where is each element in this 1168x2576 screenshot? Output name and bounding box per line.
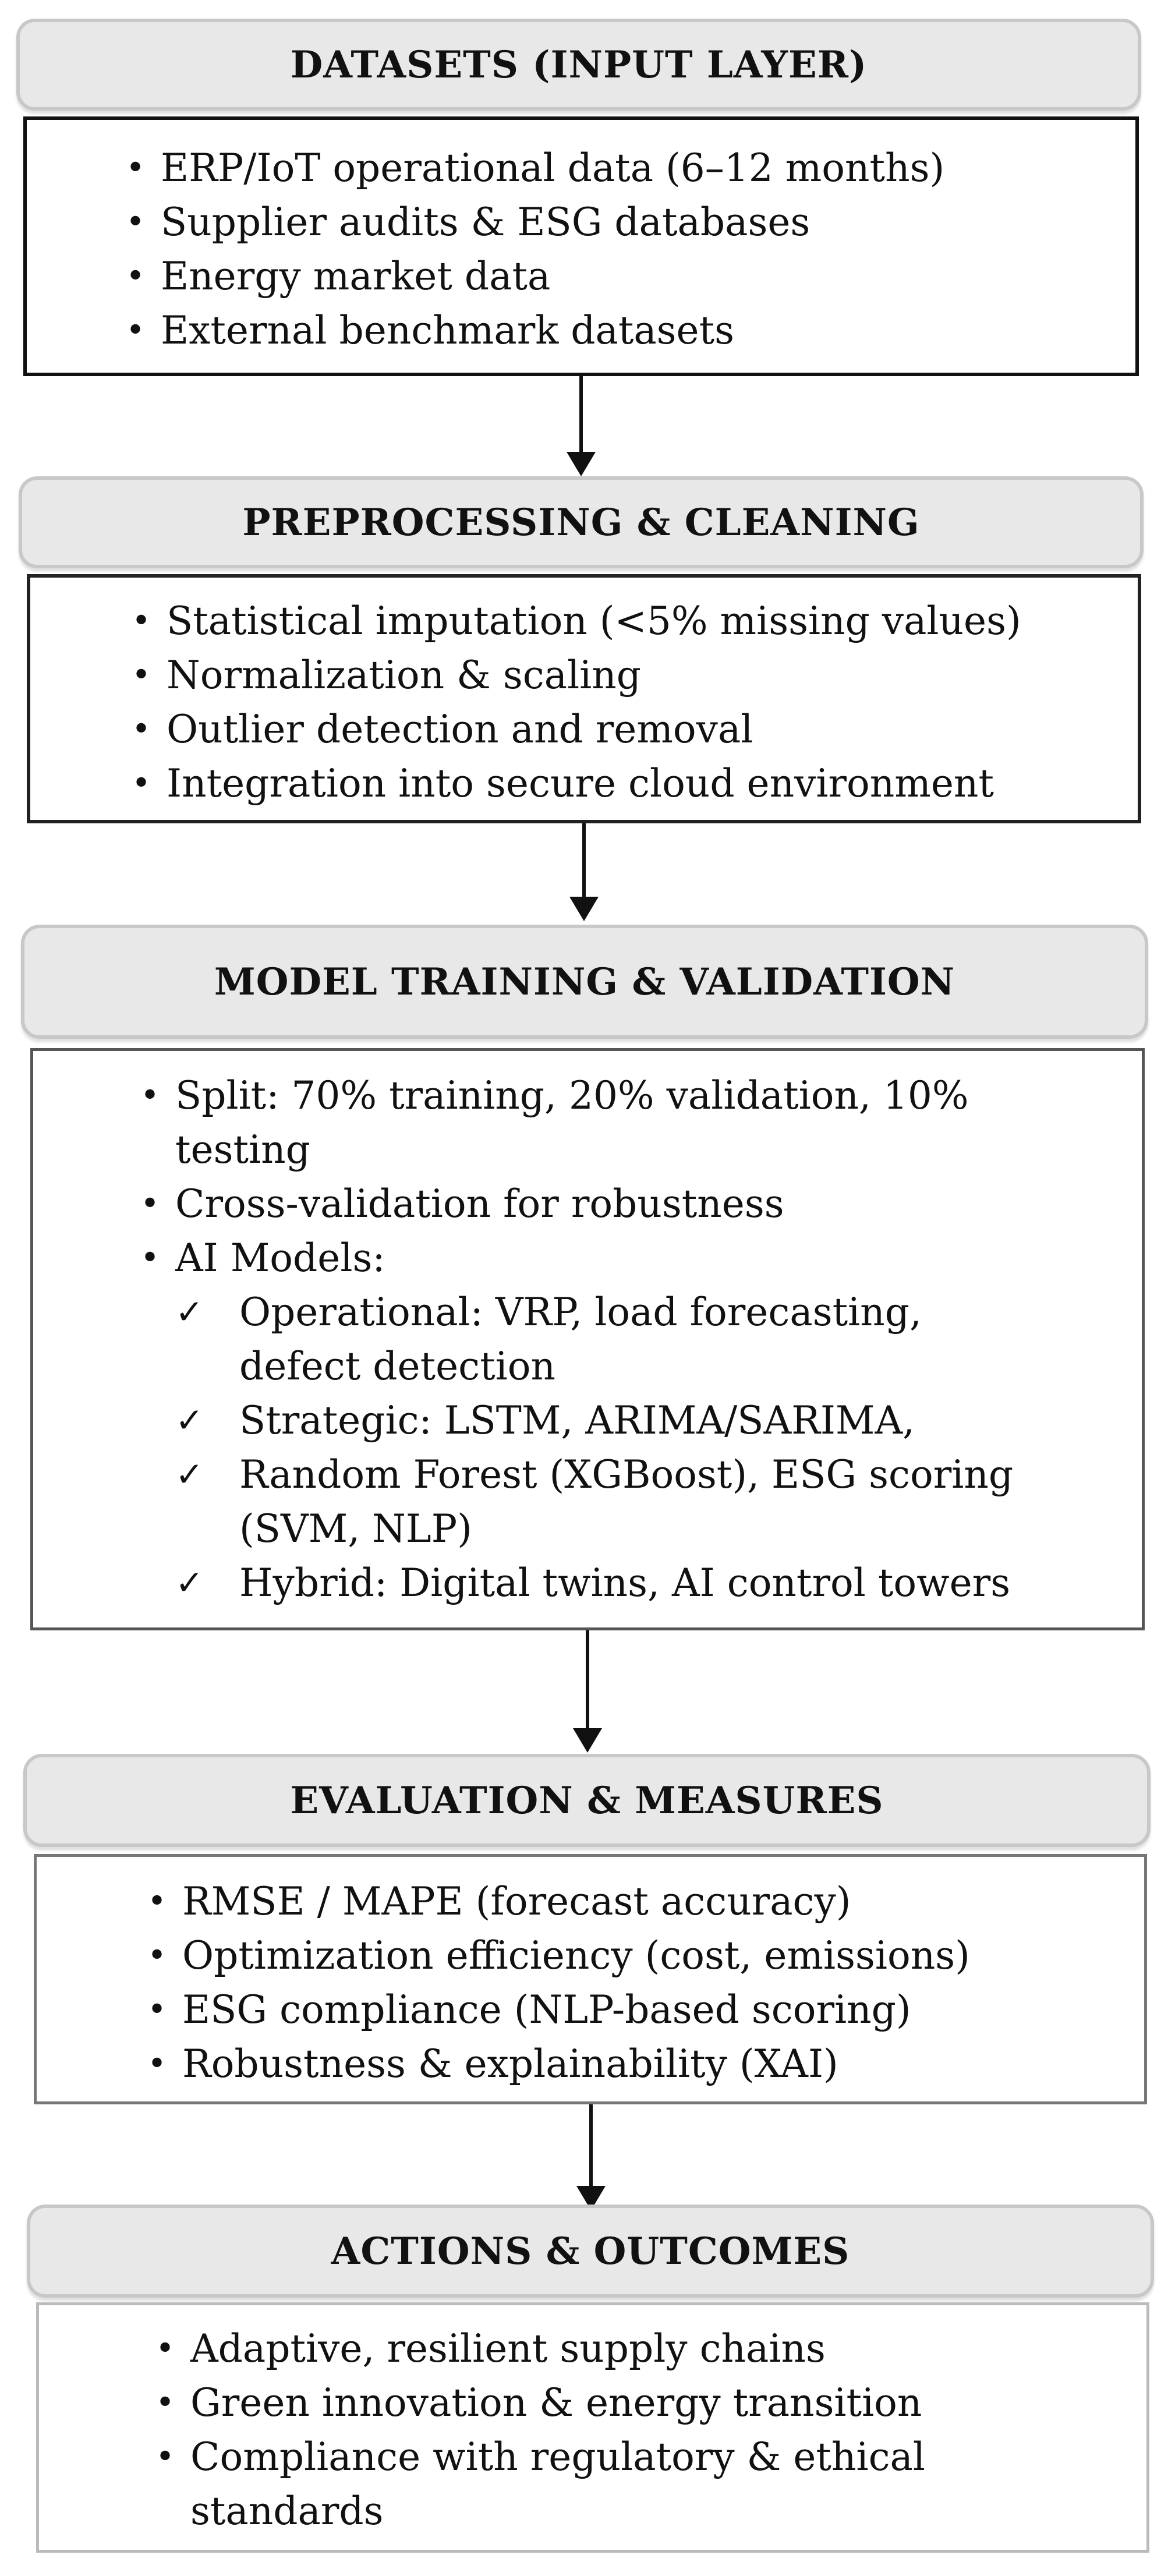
sub-list-item-text: Operational: VRP, load forecasting, defect detection (239, 1290, 922, 1389)
datasets-title: DATASETS (INPUT LAYER) (290, 43, 868, 87)
model-training-title: MODEL TRAINING & VALIDATION (214, 960, 955, 1004)
actions-header (27, 2205, 1154, 2298)
model-training-box (30, 1048, 1145, 1630)
list-item: • Compliance with regulatory & ethical standards (155, 2430, 1064, 2538)
datasets-box (23, 116, 1139, 376)
actions-title: ACTIONS & OUTCOMES (331, 2229, 850, 2273)
flow-arrow (579, 376, 583, 453)
model-training-header (21, 925, 1148, 1039)
sub-list-item-text: Random Forest (XGBoost), ESG scoring (SVM, NLP) (239, 1452, 1014, 1551)
list-item: • ERP/IoT operational data (6–12 months) (126, 141, 1135, 195)
actions-list (155, 2322, 1146, 2538)
list-item: • Energy market data (126, 249, 1135, 303)
actions-box (36, 2302, 1149, 2553)
list-item: • External benchmark datasets (126, 303, 1135, 358)
list-item: • Adaptive, resilient supply chains (155, 2322, 1146, 2376)
list-item: • Normalization & scaling (132, 648, 1138, 702)
sub-list-item (140, 1556, 1142, 1610)
sub-list-item-text: Strategic: LSTM, ARIMA/SARIMA, (239, 1398, 915, 1443)
list-item: • Robustness & explainability (XAI) (147, 2037, 1144, 2091)
sub-list-item (140, 1393, 1142, 1448)
sub-list-item (140, 1285, 938, 1393)
list-item: • RMSE / MAPE (forecast accuracy) (147, 1874, 1144, 1929)
list-item: • Green innovation & energy transition (155, 2376, 1146, 2430)
evaluation-box (34, 1854, 1147, 2104)
check-icon: ✓ (175, 1563, 204, 1602)
flow-arrow (589, 2104, 593, 2187)
preprocessing-header (19, 476, 1144, 568)
preprocessing-title: PREPROCESSING & CLEANING (242, 500, 920, 544)
list-item: • Statistical imputation (<5% missing values) (132, 594, 1138, 648)
check-icon: ✓ (175, 1455, 204, 1494)
datasets-header (16, 19, 1141, 111)
evaluation-list (147, 1874, 1144, 2091)
check-icon: ✓ (175, 1292, 204, 1332)
list-item: • Supplier audits & ESG databases (126, 195, 1135, 249)
sub-list-item (140, 1448, 1136, 1556)
evaluation-title: EVALUATION & MEASURES (290, 1778, 884, 1823)
list-item: • ESG compliance (NLP-based scoring) (147, 1983, 1144, 2037)
flow-arrow (582, 823, 586, 898)
evaluation-header (23, 1754, 1151, 1847)
list-item: • Outlier detection and removal (132, 702, 1138, 756)
model-training-list (140, 1068, 1142, 1610)
preprocessing-list (132, 594, 1138, 811)
list-item: • AI Models: (140, 1231, 1142, 1285)
datasets-list (126, 141, 1135, 358)
list-item: • Optimization efficiency (cost, emissions) (147, 1929, 1144, 1983)
check-icon: ✓ (175, 1400, 204, 1440)
list-item: • Integration into secure cloud environment (132, 756, 1138, 811)
list-item: • Cross-validation for robustness (140, 1177, 1142, 1231)
list-item: • Split: 70% training, 20% validation, 10% testing (140, 1068, 1049, 1177)
preprocessing-box (27, 574, 1141, 823)
sub-list-item-text: Hybrid: Digital twins, AI control towers (239, 1561, 1011, 1605)
flow-arrow (586, 1630, 589, 1729)
